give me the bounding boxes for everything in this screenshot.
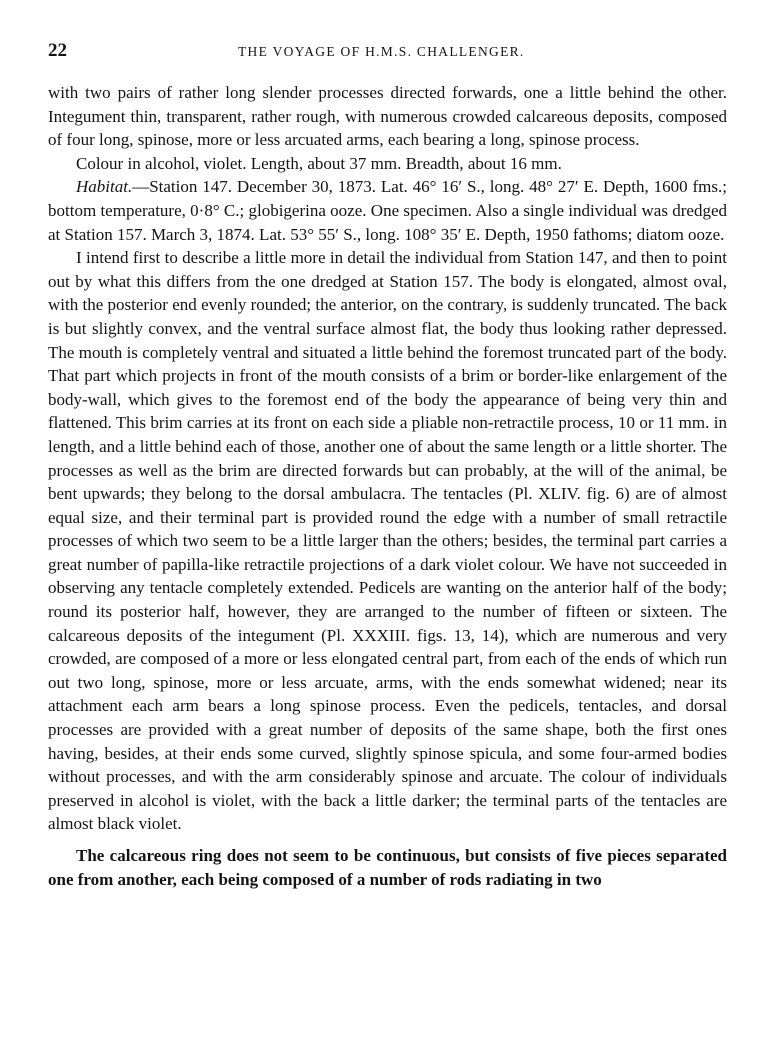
habitat-text: —Station 147. December 30, 1873. Lat. 46° 16′ S., long. 48° 27′ E. Depth, 1600 fms.; bottom temperature, 0·8° C.; globigerina ooze. One specimen. Also a single individual was dredged at Station 157. March 3, 1874. Lat. 53° 55′ S., long. 108° 35′ E. Depth, 1950 fathoms; diatom ooze.	[48, 177, 727, 244]
page-header	[48, 40, 728, 64]
paragraph-habitat	[48, 175, 727, 246]
paragraph-colour: Colour in alcohol, violet. Length, about 37 mm. Breadth, about 16 mm.	[76, 153, 562, 173]
body-text	[48, 81, 727, 891]
page-number: 22	[48, 40, 67, 61]
running-title: THE VOYAGE OF H.M.S. CHALLENGER.	[238, 44, 525, 59]
paragraph-detailed-description: I intend first to describe a little more in detail the individual from Station 147, and then to point out by what this differs from the one dredged at Station 157. The body is elongated, almost oval, with the posterior end evenly rounded; the anterior, on the contrary, is suddenly truncated. The back is but slightly convex, and the ventral surface almost flat, the body thus looking rather depressed. The mouth is completely ventral and situated a little behind the foremost truncated part of the body. That part which projects in front of the mouth consists of a brim or border-like enlargement of the body-wall, which gives to the foremost end of the body the appearance of being very thin and flattened. This brim carries at its front on each side a pliable non-retractile process, 10 or 11 mm. in length, and a little behind each of those, another one of about the same length or a little shorter. The processes as well as the brim are directed forwards but can probably, at the will of the animal, be bent upwards; they belong to the dorsal ambulacra. The tentacles (Pl. XLIV. fig. 6) are of almost equal size, and their terminal part is provided round the edge with a number of small retractile processes of which two seem to be a little larger than the others; besides, the terminal part carries a great number of papilla-like retractile projections of a dark violet colour. We have not succeeded in observing any tentacle completely extended. Pedicels are wanting on the anterior half of the body; round its posterior half, however, they are arranged to the number of fifteen or sixteen. The calcareous deposits of the integument (Pl. XXXIII. figs. 13, 14), which are numerous and very crowded, are composed of a more or less elongated central part, from each of the ends of which run out two long, spinose, more or less arcuate, arms, with the ends somewhat widened; near its attachment each arm bears a long spinose process. Even the pedicels, tentacles, and dorsal processes are provided with a great number of deposits of the same shape, both the first ones having, besides, at their ends some curved, slightly spinose spicula, and some four-armed bodies without processes, and with the arm considerably spinose and arcuate. The colour of individuals preserved in alcohol is violet, with the back a little darker; the terminal parts of the tentacles are almost black violet.	[48, 248, 727, 834]
paragraph-description: with two pairs of rather long slender processes directed forwards, one a little behind the other. Integument thin, transparent, rather rough, with numerous crowded calcareous deposits, composed of four long, spinose, more or less arcuated arms, each bearing a long, spinose process.	[48, 83, 727, 150]
habitat-label: Habitat.	[76, 177, 133, 197]
paragraph-calcareous-ring: The calcareous ring does not seem to be continuous, but consists of five pieces separated one from another, each being composed of a number of rods radiating in two	[48, 846, 727, 889]
